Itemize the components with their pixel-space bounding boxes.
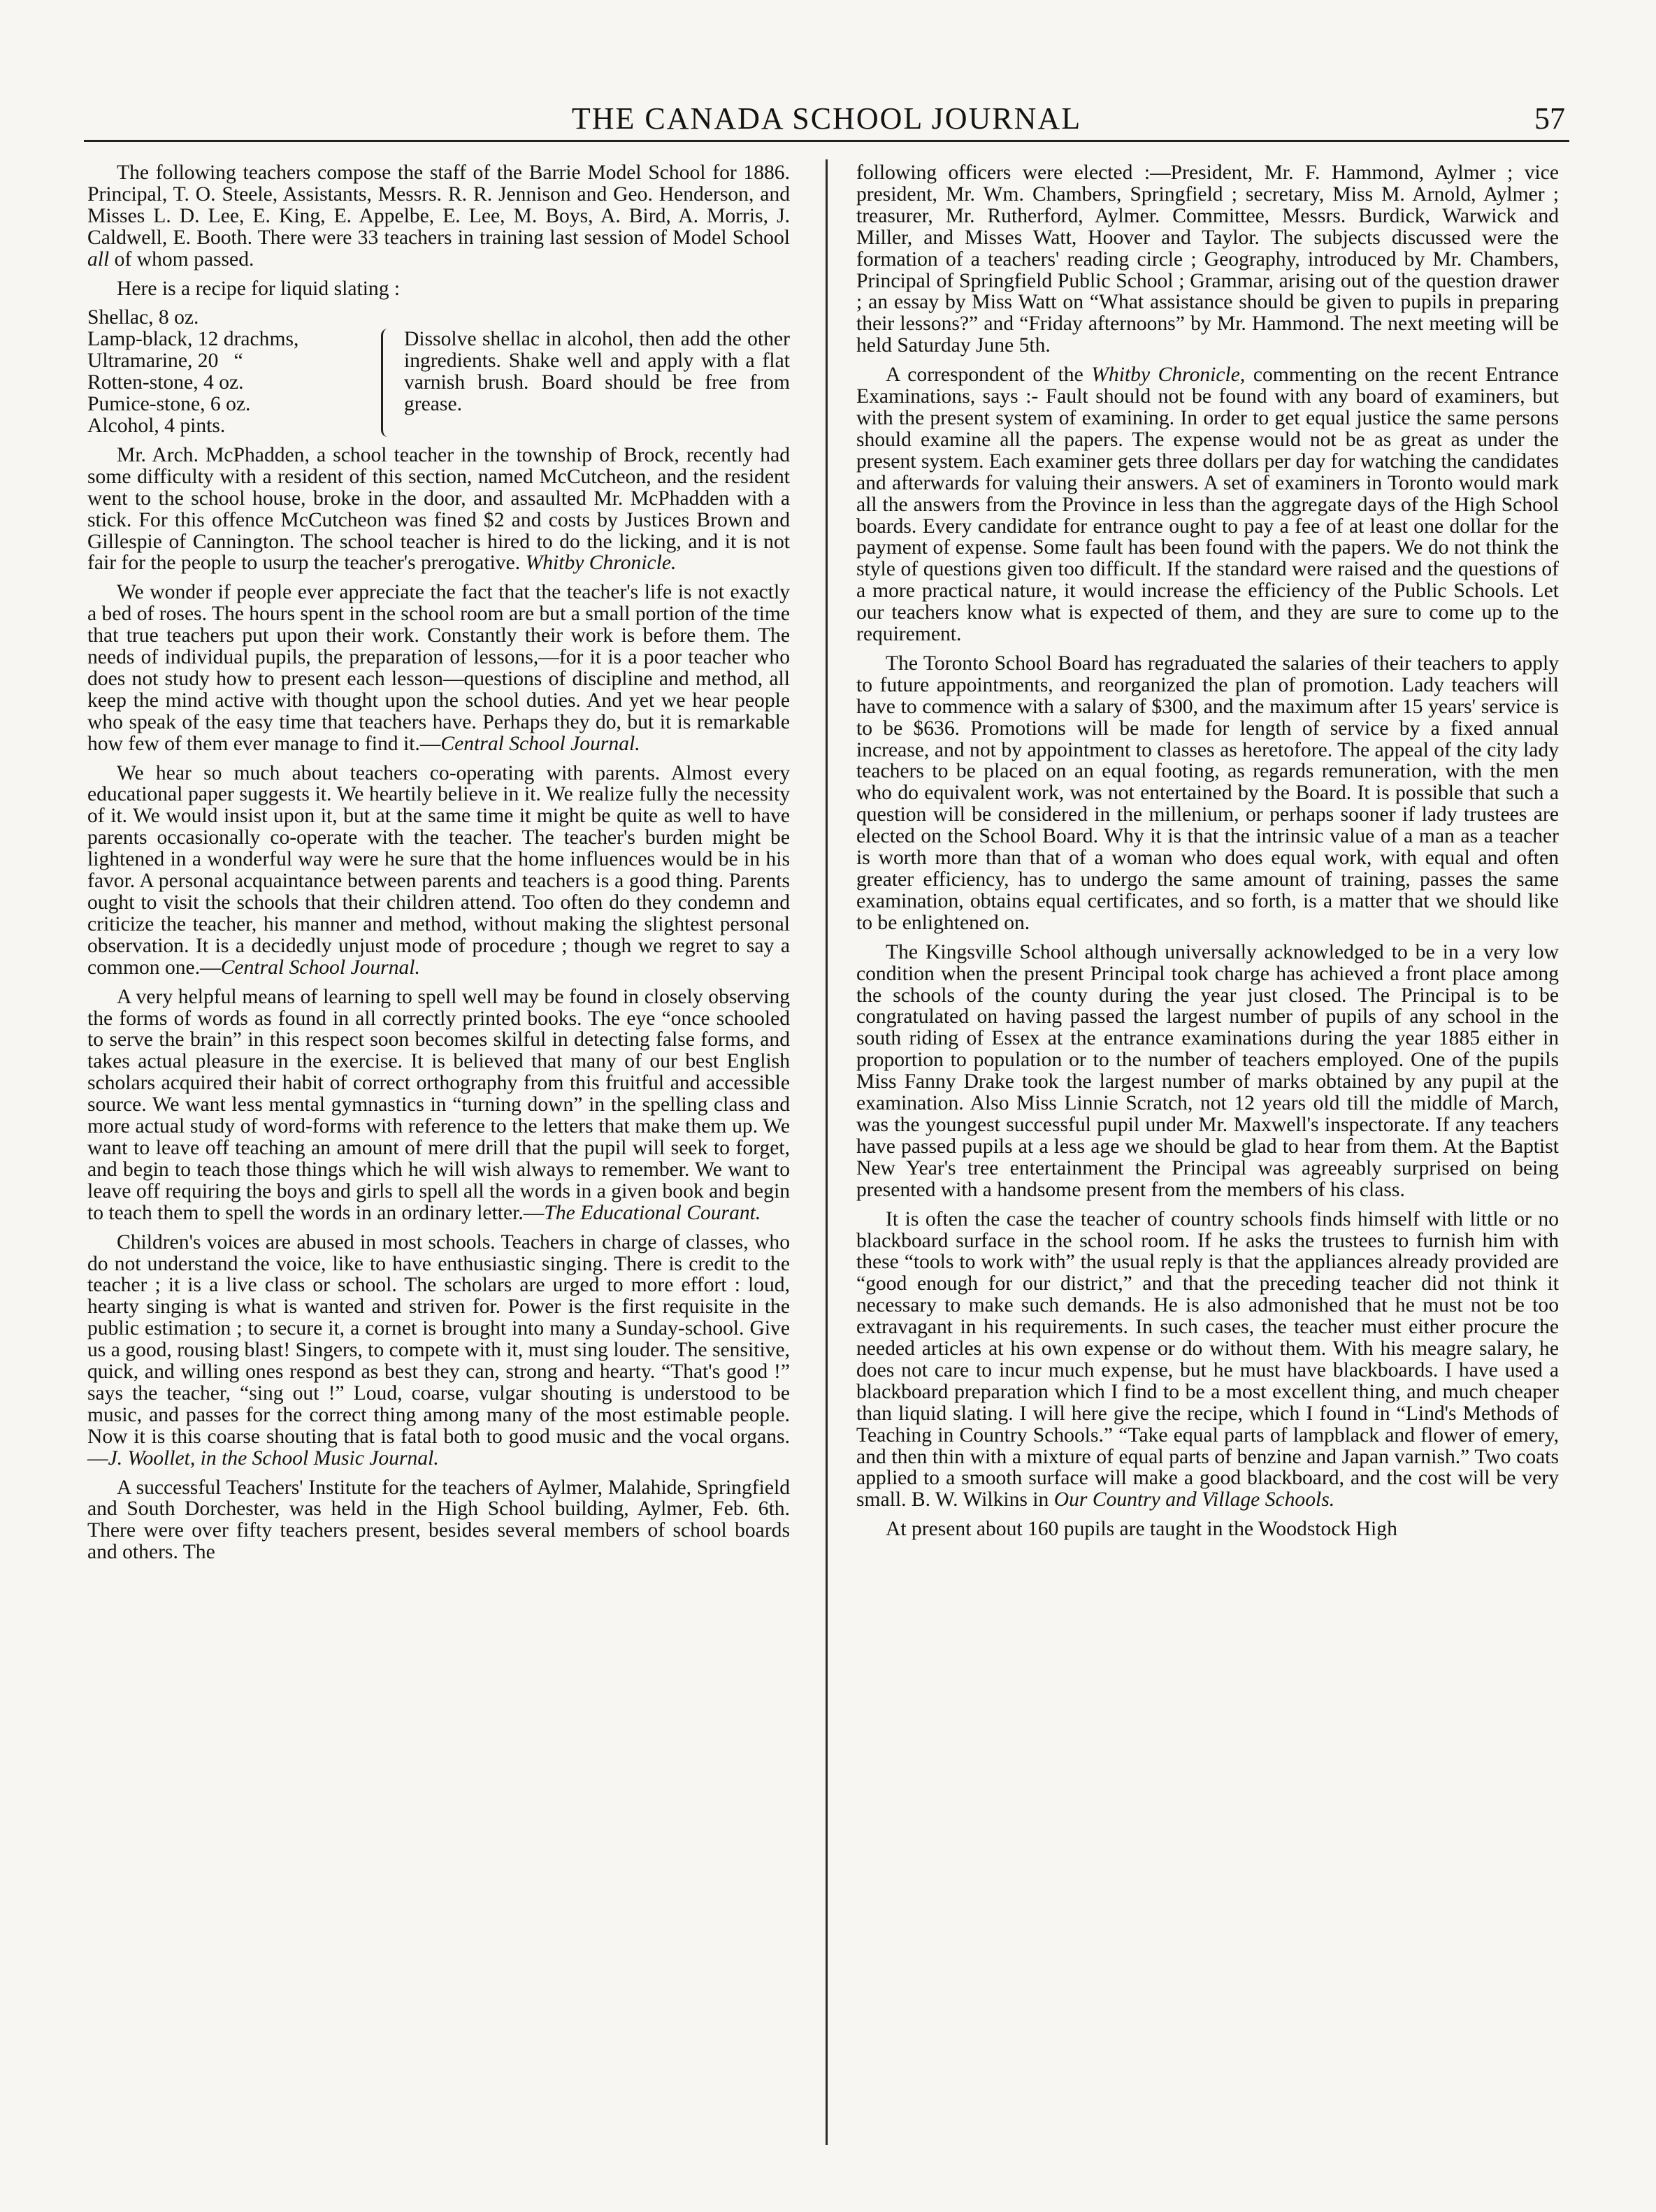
article-kingsville-school: The Kingsville School although universally acknowledged to be in a very low condition when the present Principal took charge has achieved a front place among the schools of the county during the year just closed. The Principal is to be congratulated on having passed the largest number of pupils of any school in the south riding of Essex at the entrance examinations during the year 1885 either in proportion to population or to the number of teachers employed. One of the pupils Miss Fanny Drake took the largest number of marks obtained by any pupil at the examination. Also Miss Linnie Scratch, not 12 years old till the middle of March, was the youngest successful pupil under Mr. Maxwell's inspectorate. If any teachers have passed pupils at a less age we should be glad to hear from them. At the Baptist New Year's tree entertainment the Principal was agreeably surprised on being presented with a handsome present from the members of his class. bbox=[856, 940, 1559, 1201]
journal-title: THE CANADA SCHOOL JOURNAL bbox=[571, 101, 1082, 136]
article-spelling: A very helpful means of learning to spell well may be found in closely observing the forms of words as found in all correctly printed books. The eye “once schooled to serve the brain” in this respect soon becomes skilful in detecting false forms, and takes actual pleasure in the exercise. It is believed that many of our best English scholars acquired their habit of correct orthography from this fruitful and accessible source. We want less mental gymnastics in “turning down” in the spelling class and more actual study of word-forms with reference to the letters that make them up. We want to leave off teaching an amount of mere drill that the pupil will seek to forget, and begin to teach those things which he will wish always to remember. We want to leave off requiring the boys and girls to spell all the words in a given book and begin to teach them to spell the words in an ordinary letter.—The Educational Courant. bbox=[87, 985, 790, 1224]
liquid-slating-recipe bbox=[87, 307, 790, 436]
article-toronto-salaries: The Toronto School Board has regraduated the salaries of their teachers to apply to future appointments, and reorganized the plan of promotion. Lady teachers will have to commence with a salary of $300, and the maximum after 15 years' service is to be $636. Promotions will be made for length of service by a fixed annual increase, and not by appointment to classes as heretofore. The appeal of the city lady teachers to be placed on an equal footing, as regards remuneration, with the men who do equivalent work, was not entertained by the Board. It is possible that such a question will be considered in the millenium, or perhaps sooner if lady trustees are elected on the School Board. Why it is that the intrinsic value of a man as a teacher is worth more than that of a woman who does equal work, with equal and often greater efficiency, has to undergo the same amount of training, passes the same examination, obtains equal certificates, and so forth, is a matter that we should like to be enlightened on. bbox=[856, 652, 1559, 934]
right-column bbox=[856, 162, 1559, 1548]
page-header bbox=[84, 98, 1569, 142]
article-teachers-life: We wonder if people ever appreciate the fact that the teacher's life is not exactly a bed of roses. The hours spent in the school room are but a small portion of the time that true teachers put upon their work. Constantly their work is before them. The needs of individual pupils, the preparation of lessons,—for it is a poor teacher who does not study how to present each lesson—questions of discipline and method, all keep the mind active with thought upon the school duties. And yet we hear people who speak of the easy time that teachers have. Perhaps they do, but it is remarkable how few of them ever manage to find it.—Central School Journal. bbox=[87, 581, 790, 755]
article-parents-cooperating: We hear so much about teachers co-operating with parents. Almost every educational paper suggests it. We heartily believe in it. We realize fully the necessity of it. We would insist upon it, but at the same time it might be quite as well to have parents occasionally co-operate with the teacher. The teacher's burden might be lightened in a wonderful way were he sure that the home influences would be in his favor. A personal acquaintance between parents and teachers is a good thing. Parents ought to visit the schools that their children attend. Too often do they condemn and criticize the teacher, his manner and method, without making the slightest personal observation. It is a decidedly unjust mode of procedure ; though we regret to say a common one.—Central School Journal. bbox=[87, 761, 790, 979]
recipe-brace bbox=[381, 329, 400, 436]
article-childrens-voices: Children's voices are abused in most schools. Teachers in charge of classes, who do not understand the voice, like to have enthusiastic singing. There is credit to the teacher ; it is a live class or school. The scholars are urged to more effort : loud, hearty singing is what is wanted and striven for. Power is the first requisite in the public estimation ; to secure it, a cornet is brought into many a Sunday-school. Give us a good, rousing blast! Singers, to compete with it, must sing louder. The sensitive, quick, and willing ones respond as best they can, strong and hearty. “That's good !” says the teacher, “sing out !” Loud, coarse, vulgar shouting is understood to be music, and passes for the correct thing among many of the most estimable people. Now it is this coarse shouting that is fatal both to good music and the vocal organs.—J. Woollet, in the School Music Journal. bbox=[87, 1230, 790, 1470]
article-entrance-examinations: A correspondent of the Whitby Chronicle, commenting on the recent Entrance Examinations, says :- Fault should not be found with any board of examiners, but with the present system of examining. In order to get equal justice the same persons should examine all the papers. The expense would not be as great as under the present system. Each examiner gets three dollars per day for watching the candidates and afterwards for valuing their answers. A set of examiners in Toronto would mark all the answers from the Province in less than the aggregate days of the High School boards. Every candidate for entrance ought to pay a fee of at least one dollar for the payment of expense. Some fault has been found with the papers. We do not think the style of questions given too difficult. If the standard were raised and the questions of a more practical nature, it would increase the efficiency of the Public Schools. Let our teachers know what is expected of them, and they are sure to come up to the requirement. bbox=[856, 364, 1560, 646]
recipe-ingredient: Ultramarine, 20 “ bbox=[87, 350, 243, 373]
page-number: 57 bbox=[1534, 101, 1565, 136]
recipe-ingredient: Pumice-stone, 6 oz. bbox=[87, 393, 251, 416]
article-teachers-institute: A successful Teachers' Institute for the teachers of Aylmer, Malahide, Springfield and South Dorchester, was held in the High School building, Aylmer, Feb. 6th. There were over fifty teachers present, besides several members of school boards and others. The bbox=[87, 1476, 790, 1564]
recipe-ingredients bbox=[87, 307, 381, 436]
article-woodstock-high: At present about 160 pupils are taught in the Woodstock High bbox=[886, 1518, 1397, 1541]
recipe-ingredient: Lamp-black, 12 drachms, bbox=[87, 328, 299, 351]
article-mcphadden: Mr. Arch. McPhadden, a school teacher in the township of Brock, recently had some difficulty with a resident of this section, named McCutcheon, and the resident went to the school house, broke in the door, and assaulted Mr. McPhadden with a stick. For this offence McCutcheon was fined $2 and costs by Justices Brown and Gillespie of Cannington. The school teacher is hired to do the licking, and it is not fair for the people to usurp the teacher's prerogative. Whitby Chronicle. bbox=[87, 443, 790, 575]
recipe-ingredient: Alcohol, 4 pints. bbox=[87, 414, 226, 437]
recipe-ingredient: Shellac, 8 oz. bbox=[87, 306, 199, 329]
article-blackboards: It is often the case the teacher of country schools finds himself with little or no blackboard surface in the school room. If he asks the trustees to furnish him with these “tools to work with” the usual reply is that the appliances already provided are “good enough for our district,” and that the preceding teacher did not think it necessary to make such demands. He is also admonished that he must not be too extravagant in his requirements. In such cases, the teacher must either procure the needed articles at his own expense or do without them. With his meagre salary, he does not care to incur much expense, but he must have blackboards. I have used a blackboard preparation which I find to be a most excellent thing, and much cheaper than liquid slating. I will here give the recipe, which I found in “Lind's Methods of Teaching in Country Schools.” “Take equal parts of lampblack and flower of emery, and then thin with a mixture of equal parts of benzine and Japan varnish.” Two coats applied to a smooth surface will make a good blackboard, and the cost will be very small. B. W. Wilkins in Our Country and Village Schools. bbox=[856, 1207, 1559, 1511]
article-barrie-model-school: The following teachers compose the staff of the Barrie Model School for 1886. Principal, T. O. Steele, Assistants, Messrs. R. R. Jennison and Geo. Henderson, and Misses L. D. Lee, E. King, E. Appelbe, E. Lee, M. Boys, A. Bird, A. Morris, J. Caldwell, E. Booth. There were 33 teachers in training last session of Model School all of whom passed. bbox=[87, 161, 790, 271]
article-institute-continued: following officers were elected :—President, Mr. F. Hammond, Aylmer ; vice president, Mr. Wm. Chambers, Springfield ; secretary, Miss M. Arnold, Aylmer ; treasurer, Mr. Rutherford, Aylmer. Committee, Messrs. Burdick, Warwick and Miller, and Misses Watt, Hoover and Taylor. The subjects discussed were the formation of a teachers' reading circle ; Geography, introduced by Mr. Chambers, Principal of Springfield Public School ; Grammar, arising out of the question drawer ; an essay by Miss Watt on “What assistance should be given to pupils in preparing their lessons?” and “Friday afternoons” by Mr. Hammond. The next meeting will be held Saturday June 5th. bbox=[856, 161, 1559, 357]
recipe-intro: Here is a recipe for liquid slating : bbox=[117, 277, 401, 300]
recipe-instructions: Dissolve shellac in alcohol, then add the other ingredients. Shake well and apply with a flat varnish brush. Board should be free from grease. bbox=[404, 328, 790, 416]
column-divider bbox=[826, 159, 828, 2145]
left-column bbox=[87, 162, 790, 1571]
recipe-ingredient: Rotten-stone, 4 oz. bbox=[87, 371, 244, 394]
